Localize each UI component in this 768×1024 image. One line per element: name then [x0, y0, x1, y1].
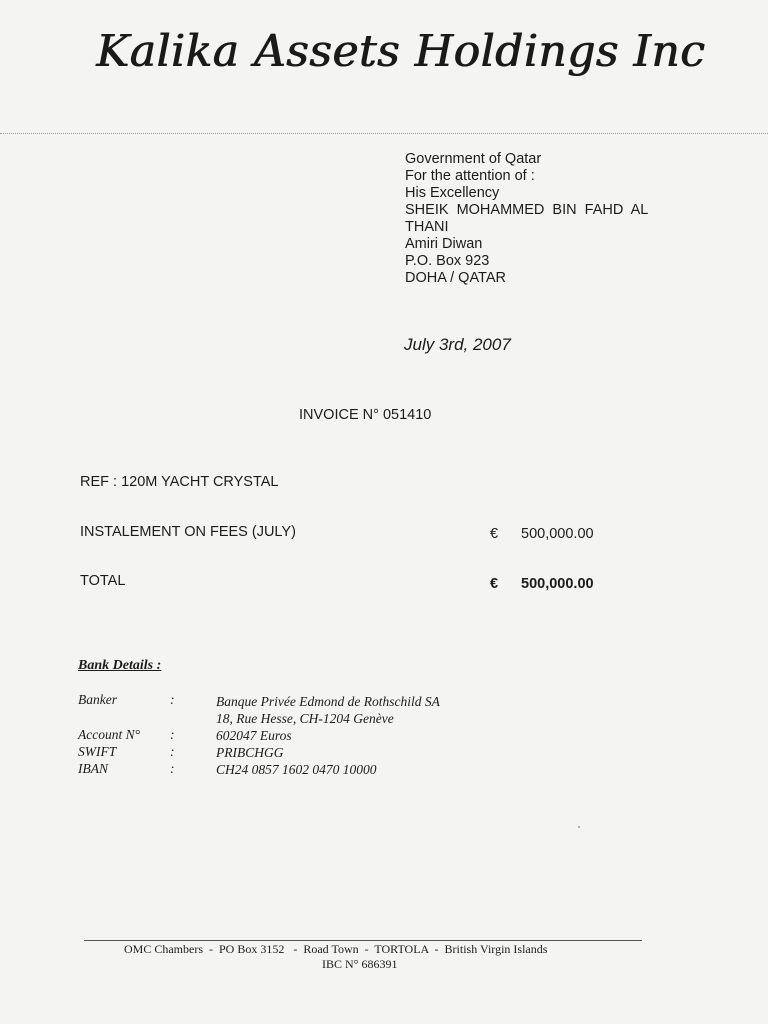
invoice-number: INVOICE N° 051410: [299, 407, 432, 423]
recipient-line: DOHA / QATAR: [405, 270, 506, 286]
bank-value-iban: CH24 0857 1602 0470 10000: [216, 762, 377, 777]
bank-label-account: Account N°: [78, 727, 141, 742]
footer-address: OMC Chambers - PO Box 3152 - Road Town - TORTOLA - British Virgin Islands: [124, 942, 548, 956]
line-item-amount: 500,000.00: [521, 526, 594, 542]
scan-speck: [578, 826, 580, 828]
line-item-description: INSTALEMENT ON FEES (JULY): [80, 524, 296, 540]
bank-label-swift: SWIFT: [78, 744, 117, 759]
recipient-line: Government of Qatar: [405, 151, 542, 167]
recipient-line: His Excellency: [405, 185, 500, 201]
recipient-line: SHEIK MOHAMMED BIN FAHD AL: [405, 202, 649, 218]
footer-divider: [84, 940, 642, 941]
invoice-date: July 3rd, 2007: [404, 335, 511, 354]
bank-label-banker: Banker: [78, 692, 117, 707]
company-logo: Kalika Assets Holdings Inc: [96, 26, 705, 77]
bank-separator: :: [170, 727, 175, 742]
bank-separator: :: [170, 744, 175, 759]
bank-separator: :: [170, 692, 175, 707]
bank-value-banker: Banque Privée Edmond de Rothschild SA: [216, 694, 440, 709]
bank-value-address: 18, Rue Hesse, CH-1204 Genève: [216, 711, 394, 726]
total-currency: €: [490, 576, 499, 592]
bank-separator: :: [170, 761, 175, 776]
total-amount: 500,000.00: [521, 576, 594, 592]
recipient-address: [405, 151, 648, 287]
recipient-line: For the attention of :: [405, 168, 535, 184]
bank-label-iban: IBAN: [78, 761, 108, 776]
recipient-line: Amiri Diwan: [405, 236, 483, 252]
bank-value-swift: PRIBCHGG: [216, 745, 284, 760]
bank-value-account: 602047 Euros: [216, 728, 292, 743]
bank-details-title: Bank Details :: [78, 658, 162, 673]
reference: REF : 120M YACHT CRYSTAL: [80, 474, 279, 490]
footer-ibc: IBC N° 686391: [322, 957, 398, 971]
recipient-line: P.O. Box 923: [405, 253, 490, 269]
header-divider: [0, 133, 768, 134]
line-item-currency: €: [490, 526, 499, 542]
recipient-line: THANI: [405, 219, 449, 235]
total-label: TOTAL: [80, 573, 126, 589]
